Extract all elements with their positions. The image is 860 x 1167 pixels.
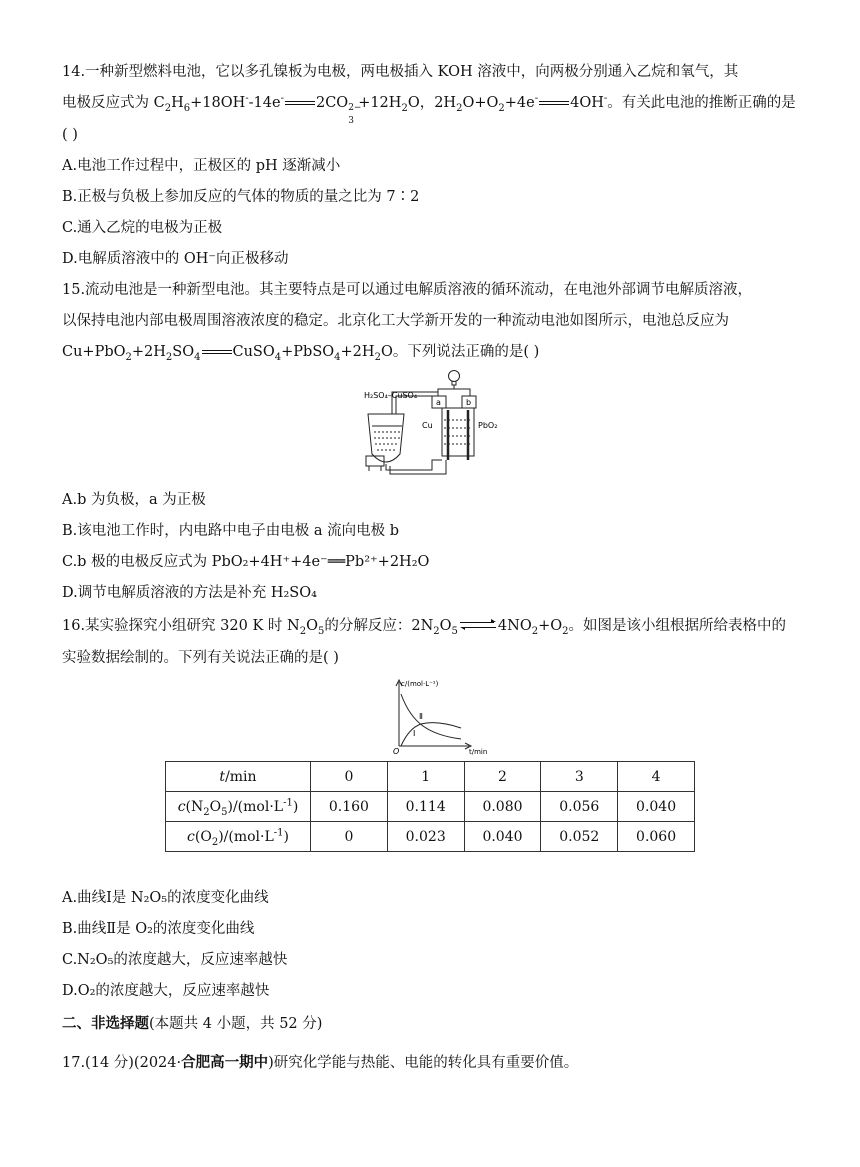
table-cell: 0.056 bbox=[541, 792, 618, 822]
q14-option-c: C.通入乙烷的电极为正极 bbox=[62, 220, 223, 236]
q16-option-b: B.曲线Ⅱ是 O₂的浓度变化曲线 bbox=[62, 921, 255, 937]
table-row bbox=[166, 762, 695, 792]
table-cell: 0.040 bbox=[618, 792, 695, 822]
table-header-cell: t/min bbox=[166, 762, 311, 792]
table-cell: 0.114 bbox=[387, 792, 464, 822]
table-cell: 0.040 bbox=[464, 822, 541, 852]
flow-battery-figure bbox=[362, 368, 512, 480]
table-cell: 4 bbox=[618, 762, 695, 792]
q14-option-d: D.电解质溶液中的 OH⁻向正极移动 bbox=[62, 251, 289, 267]
q14-option-a: A.电池工作过程中，正极区的 pH 逐渐减小 bbox=[62, 158, 341, 174]
q15-option-d: D.调节电解质溶液的方法是补充 H₂SO₄ bbox=[62, 585, 317, 601]
table-cell: 0.060 bbox=[618, 822, 695, 852]
q17-stem: 17.(14 分)(2024·合肥高一期中)研究化学能与热能、电能的转化具有重要价值。 bbox=[62, 1054, 579, 1071]
electrode-a-label: a bbox=[436, 398, 441, 407]
q16-concentration-graph bbox=[385, 676, 505, 756]
table-cell: 0 bbox=[311, 762, 388, 792]
table-cell: 3 bbox=[541, 762, 618, 792]
curve-ii bbox=[401, 694, 461, 739]
pbo2-label: PbO₂ bbox=[478, 421, 498, 430]
q14-stem-line1: 14.一种新型燃料电池，它以多孔镍板为电极，两电极插入 KOH 溶液中，向两极分别通入乙烷和氧气，其 bbox=[62, 64, 739, 80]
bulb-icon bbox=[449, 371, 460, 382]
q15-option-b: B.该电池工作时，内电路中电子由电极 a 流向电极 b bbox=[62, 523, 400, 539]
table-header-cell: $c(N_2O_5)/(mol\cdot L^{-1})$ bbox=[166, 792, 311, 822]
q15-stem-line1: 15.流动电池是一种新型电池。其主要特点是可以通过电解质溶液的循环流动，在电池外部调节电解质溶液， bbox=[62, 282, 753, 298]
graph-y-label: c/(mol·L⁻¹) bbox=[401, 680, 439, 688]
q14-option-b: B.正极与负极上参加反应的气体的物质的量之比为 7∶2 bbox=[62, 189, 420, 205]
cu-label: Cu bbox=[422, 421, 433, 430]
q16-option-c: C.N₂O₅的浓度越大，反应速率越快 bbox=[62, 952, 288, 968]
q14-equation-line: 电极反应式为 $C_2H_6+18OH^--14e^-$ 2CO 2− 3 $+12H_2O$，$2H_2O+O_2+4e^-$ 4OH-。有关此电池的推断正确的是 bbox=[62, 93, 796, 126]
q16-data-table bbox=[165, 761, 695, 852]
q15-stem-line3: $Cu+PbO_2+2H_2SO_4$ $CuSO_4+PbSO_4+2H_2O$。下列说法正确的是( ) bbox=[62, 344, 540, 363]
graph-x-label: t/min bbox=[469, 748, 488, 756]
q15-option-c: C.b 极的电极反应式为 PbO₂+4H⁺+4e⁻══Pb²⁺+2H₂O bbox=[62, 554, 430, 570]
table-cell: 1 bbox=[387, 762, 464, 792]
q16-stem-line1: 16.某实验探究小组研究 320 K 时 $N_2O_5$的分解反应：$2N_2O_5$ $4NO_2+O_2$。如图是该小组根据所给表格中的 bbox=[62, 618, 787, 637]
curve-ii-label: Ⅱ bbox=[419, 712, 423, 721]
table-cell: 2 bbox=[464, 762, 541, 792]
q16-option-d: D.O₂的浓度越大，反应速率越快 bbox=[62, 983, 270, 999]
table-cell: 0 bbox=[311, 822, 388, 852]
curve-i-label: Ⅰ bbox=[413, 729, 416, 738]
table-header-cell: $c(O_2)/(mol\cdot L^{-1})$ bbox=[166, 822, 311, 852]
table-row bbox=[166, 822, 695, 852]
table-cell: 0.023 bbox=[387, 822, 464, 852]
electrode-b-label: b bbox=[466, 398, 472, 407]
curve-i bbox=[401, 723, 461, 746]
table-cell: 0.080 bbox=[464, 792, 541, 822]
q14-answer-paren: ( ) bbox=[62, 127, 78, 143]
table-row bbox=[166, 792, 695, 822]
table-cell: 0.160 bbox=[311, 792, 388, 822]
electrolyte-label: H₂SO₄–CuSO₄ bbox=[364, 391, 418, 400]
section-heading: 二、非选择题(本题共 4 小题，共 52 分) bbox=[62, 1015, 323, 1032]
q15-stem-line2: 以保持电池内部电极周围溶液浓度的稳定。北京化工大学新开发的一种流动电池如图所示，电池总反应为 bbox=[62, 313, 729, 329]
graph-origin: O bbox=[393, 747, 400, 756]
q16-stem-line2: 实验数据绘制的。下列有关说法正确的是( ) bbox=[62, 650, 339, 666]
table-cell: 0.052 bbox=[541, 822, 618, 852]
q16-option-a: A.曲线Ⅰ是 N₂O₅的浓度变化曲线 bbox=[62, 890, 269, 906]
q15-option-a: A.b 为负极，a 为正极 bbox=[62, 492, 206, 508]
